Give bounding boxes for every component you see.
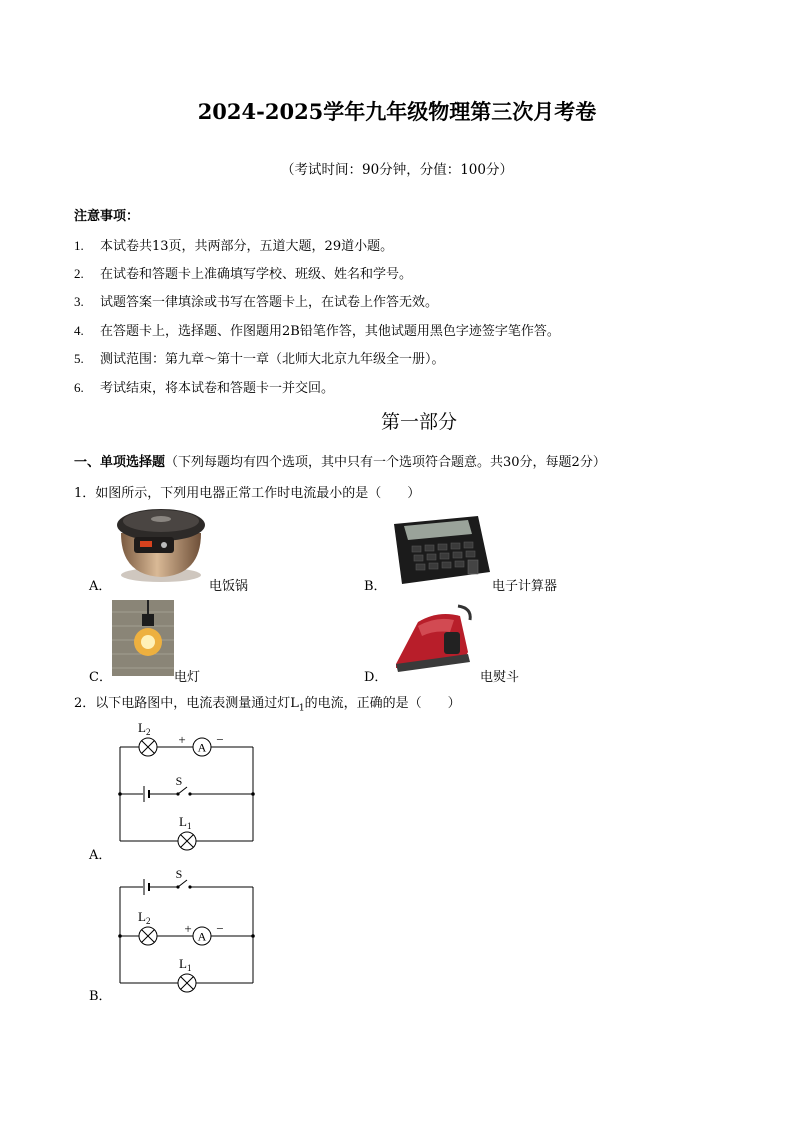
calculator-icon	[388, 514, 492, 586]
ammeter-minus-sign: −	[216, 921, 224, 936]
ammeter-icon	[193, 927, 211, 945]
circuit-diagram-a	[110, 715, 270, 865]
ammeter-plus-sign: +	[178, 732, 186, 747]
svg-text:A: A	[197, 740, 207, 755]
switch-icon	[176, 792, 191, 795]
lamp-l2-label: $L_2$	[138, 720, 151, 737]
ammeter-icon	[193, 738, 211, 756]
battery-icon	[144, 786, 149, 802]
note-item: 2. 在试卷和答题卡上准确填写学校、班级、姓名和学号。	[74, 266, 413, 282]
q1-option-c-label: 电灯	[174, 670, 201, 685]
q1-option-b-letter: B．	[364, 579, 387, 594]
q1-option-d-label: 电熨斗	[480, 670, 520, 685]
part-title: 第一部分	[380, 411, 457, 433]
note-item: 6. 考试结束，将本试卷和答题卡一并交回。	[74, 380, 335, 396]
lamp-l2-icon	[139, 927, 157, 945]
lamp-l2-label: $L_2$	[138, 909, 151, 926]
battery-icon	[144, 879, 149, 895]
q1-option-a-letter: A．	[89, 579, 112, 594]
lamp-l1-label: $L_1$	[179, 956, 192, 973]
q1-option-a-label: 电饭锅	[209, 579, 249, 594]
page-title: 2024-2025学年九年级物理第三次月考卷	[197, 99, 597, 124]
switch-label: S	[175, 867, 183, 881]
exam-subtitle: （考试时间：90分钟，分值：100分）	[281, 162, 513, 178]
note-item: 3. 试题答案一律填涂或书写在答题卡上，在试卷上作答无效。	[74, 294, 439, 310]
lamp-l2-icon	[139, 738, 157, 756]
q1-option-b-label: 电子计算器	[492, 579, 558, 594]
q2-option-a-letter: A．	[89, 848, 112, 863]
ammeter-minus-sign: −	[216, 732, 224, 747]
question-1-stem: 1．如图所示，下列用电器正常工作时电流最小的是（ ）	[74, 486, 421, 501]
lamp-l1-icon	[178, 832, 196, 850]
switch-label: S	[175, 774, 183, 788]
switch-icon	[176, 885, 191, 888]
section-heading: 一、单项选择题（下列每题均有四个选项，其中只有一个选项符合题意。共30分，每题2分）	[74, 455, 606, 470]
circuit-diagram-b	[110, 866, 270, 996]
steam-iron-icon	[388, 602, 480, 674]
lamp-l1-icon	[178, 974, 196, 992]
note-item: 4. 在答题卡上，选择题、作图题用2B铅笔作答，其他试题用黑色字迹签字笔作答。	[74, 323, 560, 339]
svg-text:A: A	[197, 929, 207, 944]
q1-option-d-letter: D．	[364, 670, 388, 685]
q2-option-b-letter: B．	[89, 989, 112, 1004]
ammeter-plus-sign: +	[184, 921, 192, 936]
notes-heading: 注意事项：	[74, 209, 140, 224]
light-bulb-icon	[112, 600, 174, 676]
rice-cooker-icon	[112, 503, 210, 585]
question-2-stem: 2．以下电路图中，电流表测量通过灯$L_1$的电流，正确的是（ ）	[74, 696, 461, 714]
q1-option-c-letter: C．	[89, 670, 112, 685]
lamp-l1-label: $L_1$	[179, 814, 192, 831]
note-item: 1. 本试卷共13页，共两部分，五道大题，29道小题。	[74, 238, 394, 254]
note-item: 5. 测试范围：第九章～第十一章（北师大北京九年级全一册）。	[74, 351, 445, 367]
